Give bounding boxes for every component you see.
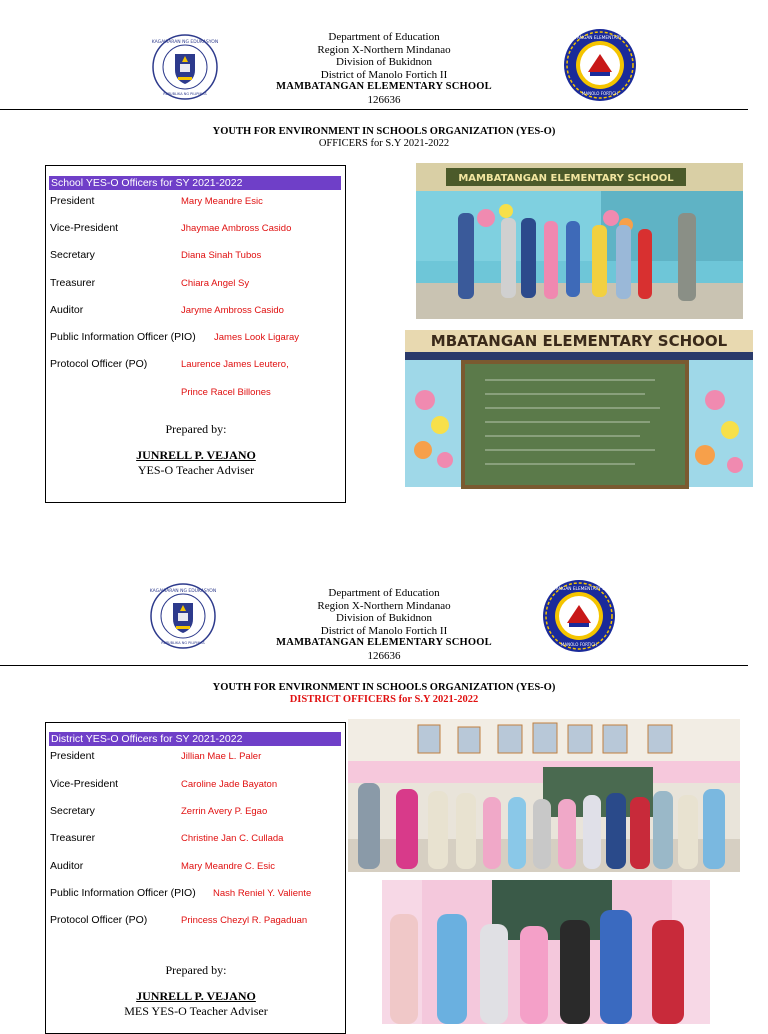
adviser-name: JUNRELL P. VEJANO <box>136 989 256 1003</box>
adviser-name: JUNRELL P. VEJANO <box>136 448 256 462</box>
school-logo <box>558 28 642 102</box>
deped-seal-bottom-text: REPUBLIKA NG PILIPINAS <box>163 92 207 96</box>
officer-name: Christine Jan C. Cullada <box>181 833 284 844</box>
school-id: 126636 <box>367 649 401 662</box>
header-line-1: Department of Education <box>328 587 440 599</box>
org-subtitle: OFFICERS for S.Y 2021-2022 <box>318 138 450 149</box>
header-line-2: Region X-Northern Mindanao <box>317 599 451 612</box>
officer-position: Auditor <box>50 860 84 872</box>
header-divider <box>0 665 748 666</box>
officers-box-header: District YES-O Officers for SY 2021-2022 <box>49 732 341 746</box>
deped-seal-bottom-text: REPUBLIKA NG PILIPINAS <box>161 641 205 645</box>
officer-name: Jhaymae Ambross Casido <box>181 223 292 234</box>
officer-name: Nash Reniel Y. Valiente <box>213 888 312 899</box>
officer-position: Vice-President <box>50 778 119 790</box>
school-logo-bottom-text: MANOLO FORTICH <box>560 642 598 647</box>
officer-position: Public Information Officer (PIO) <box>50 887 196 899</box>
header-line-3: Division of Bukidnon <box>336 56 432 68</box>
school-logo-bottom-text: MANOLO FORTICH <box>581 91 619 96</box>
district-officers-classroom-photo <box>348 719 740 872</box>
officer-name: Princess Chezyl R. Pagaduan <box>181 915 308 926</box>
officer-name: James Look Ligaray <box>214 332 300 343</box>
district-officers-group-photo <box>382 880 710 1024</box>
officer-name: Laurence James Leutero, <box>181 359 289 370</box>
org-title: YOUTH FOR ENVIRONMENT IN SCHOOLS ORGANIZATION (YES-O) <box>212 682 556 693</box>
officer-name: Mary Meandre C. Esic <box>181 861 275 872</box>
school-name: MAMBATANGAN ELEMENTARY SCHOOL <box>276 81 492 92</box>
officer-name: Jaryme Ambross Casido <box>181 305 284 316</box>
header-line-2: Region X-Northern Mindanao <box>317 43 451 56</box>
officer-position: Protocol Officer (PO) <box>50 358 148 370</box>
officer-position: Secretary <box>50 805 95 817</box>
photo-sign-text: MBATANGAN ELEMENTARY SCHOOL <box>430 332 728 350</box>
header-line-3: Division of Bukidnon <box>336 612 432 624</box>
header-line-4: District of Manolo Fortich II <box>320 68 448 81</box>
officer-name: Jillian Mae L. Paler <box>181 751 262 762</box>
officer-position: Public Information Officer (PIO) <box>50 331 196 343</box>
officer-position: President <box>50 750 95 762</box>
officer-name: Prince Racel Billones <box>181 387 271 398</box>
photo-sign-text: MAMBATANGAN ELEMENTARY SCHOOL <box>458 173 674 184</box>
school-officers-box <box>45 165 346 503</box>
school-logo <box>537 579 621 653</box>
officer-name: Mary Meandre Esic <box>181 196 263 207</box>
header-block <box>0 31 768 106</box>
district-subtitle: DISTRICT OFFICERS for S.Y 2021-2022 <box>289 694 479 705</box>
header-divider <box>0 109 748 110</box>
org-title-block <box>0 126 768 150</box>
org-title: YOUTH FOR ENVIRONMENT IN SCHOOLS ORGANIZATION (YES-O) <box>212 126 556 137</box>
school-officers-group-photo <box>416 163 743 319</box>
officer-position: Secretary <box>50 249 95 261</box>
adviser-role: MES YES-O Teacher Adviser <box>124 1004 268 1018</box>
header-block <box>0 587 768 662</box>
officer-position: President <box>50 195 95 207</box>
officer-name: Chiara Angel Sy <box>181 278 250 289</box>
officer-position: Treasurer <box>50 832 96 844</box>
school-id: 126636 <box>367 93 401 106</box>
officer-name: Zerrin Avery P. Egao <box>181 806 268 817</box>
chalkboard-officers-photo <box>405 330 753 487</box>
officer-position: Protocol Officer (PO) <box>50 914 148 926</box>
officer-name: Caroline Jade Bayaton <box>181 779 278 790</box>
adviser-role: YES-O Teacher Adviser <box>137 463 255 477</box>
header-line-1: Department of Education <box>328 31 440 43</box>
deped-seal-ring-text: KAGAWARAN NG EDUKASYON <box>151 40 219 45</box>
school-logo-ring-text: MAMBATANGAN ELEMENTARY SCHOOL <box>558 36 642 41</box>
header-line-4: District of Manolo Fortich II <box>320 624 448 637</box>
officer-position: Treasurer <box>50 277 96 289</box>
school-name: MAMBATANGAN ELEMENTARY SCHOOL <box>276 637 492 648</box>
officer-position: Vice-President <box>50 222 119 234</box>
school-logo-ring-text: MAMBATANGAN ELEMENTARY SCHOOL <box>537 587 621 592</box>
officers-box-header: School YES-O Officers for SY 2021-2022 <box>49 176 341 190</box>
officer-name: Diana Sinah Tubos <box>181 250 262 261</box>
prepared-by-label: Prepared by: <box>165 963 227 977</box>
prepared-by-label: Prepared by: <box>165 422 227 436</box>
district-officers-box <box>45 722 346 1034</box>
deped-seal-ring-text: KAGAWARAN NG EDUKASYON <box>149 589 217 594</box>
org-title-block <box>0 682 768 706</box>
officer-position: Auditor <box>50 304 84 316</box>
